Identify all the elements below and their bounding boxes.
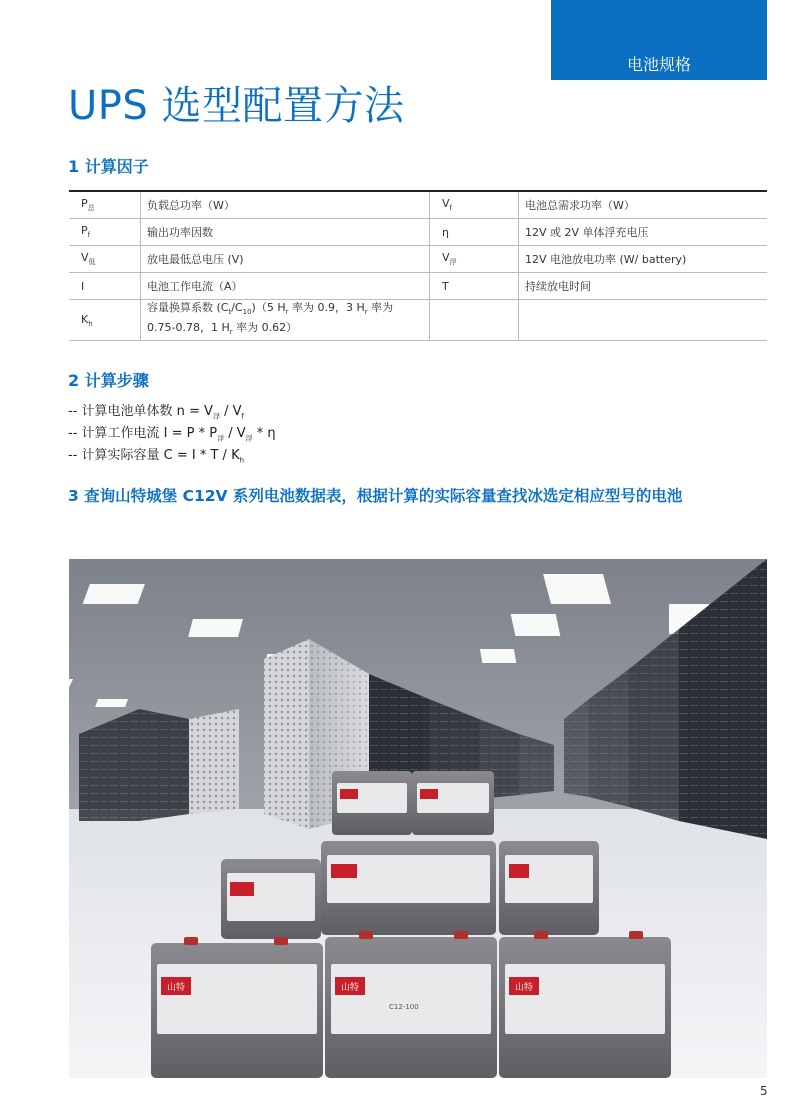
factor-row xyxy=(69,191,767,219)
symbol: P xyxy=(81,224,88,238)
page-number: 5 xyxy=(760,1084,768,1098)
symbol-subscript: f xyxy=(449,204,452,213)
text-part: -- 计算工作电流 I = P * P xyxy=(68,426,218,441)
text-part: / V xyxy=(219,404,242,419)
text-part: 率为 0.9，3 H xyxy=(288,301,365,314)
symbol: I xyxy=(81,279,85,293)
battery-model-label: C12-100 xyxy=(389,1003,419,1011)
section2-heading: 2 计算步骤 xyxy=(68,371,149,390)
factor-symbol xyxy=(69,300,141,341)
battery-brand-label: 山特 xyxy=(341,983,360,993)
factor-row xyxy=(69,219,767,246)
factor-description-2: 持续放电时间 xyxy=(519,273,768,300)
subscript: 浮 xyxy=(212,412,220,421)
factors-table xyxy=(69,190,767,341)
text-part: )（5 H xyxy=(251,301,286,314)
factor-symbol xyxy=(69,246,141,273)
factor-symbol-2 xyxy=(430,246,519,273)
subscript: r xyxy=(285,308,289,317)
symbol: T xyxy=(442,279,449,293)
text-part: * η xyxy=(252,426,276,441)
subscript: 10 xyxy=(242,308,252,317)
text-part: / V xyxy=(224,426,246,441)
factor-description-2 xyxy=(519,300,768,341)
text-part: 容量换算系数 (C xyxy=(147,301,229,314)
symbol: P xyxy=(81,196,88,210)
text-part: -- 计算电池单体数 n = V xyxy=(68,404,213,419)
symbol: V xyxy=(81,250,89,264)
factor-description-2: 12V 或 2V 单体浮充电压 xyxy=(519,219,768,246)
factor-row xyxy=(69,273,767,300)
factor-symbol xyxy=(69,219,141,246)
subscript: t xyxy=(228,308,232,317)
factor-symbol xyxy=(69,191,141,219)
symbol: K xyxy=(81,312,89,326)
symbol: η xyxy=(442,225,449,239)
subscript: 浮 xyxy=(217,434,225,443)
symbol: V xyxy=(442,250,450,264)
symbol-subscript: h xyxy=(88,319,93,328)
factor-row xyxy=(69,300,767,341)
factor-description xyxy=(141,300,430,341)
symbol-subscript: 总 xyxy=(87,204,95,213)
calculation-step xyxy=(68,423,276,445)
subscript: 浮 xyxy=(245,434,253,443)
section3-heading: 3 查询山特城堡 C12V 系列电池数据表，根据计算的实际容量查找冰选定相应型号的电池 xyxy=(68,487,683,505)
text-part: 率为 0.62） xyxy=(232,321,298,335)
subscript: r xyxy=(229,328,233,337)
factor-description: 电池工作电流（A） xyxy=(141,273,430,300)
factor-symbol xyxy=(69,273,141,300)
text-part: 率为 0.75-0.78，1 H xyxy=(147,301,394,335)
symbol: V xyxy=(442,197,450,211)
page-title: UPS 选型配置方法 xyxy=(68,83,405,129)
factor-row xyxy=(69,246,767,273)
symbol-subscript: f xyxy=(87,231,91,240)
factor-symbol-2 xyxy=(430,219,519,246)
text-part: /C xyxy=(231,301,243,314)
symbol-subscript: 浮 xyxy=(449,258,457,267)
calculation-step xyxy=(68,445,276,467)
factor-symbol-2 xyxy=(430,273,519,300)
factor-symbol-2 xyxy=(430,300,519,341)
subscript: f xyxy=(241,412,244,421)
factor-symbol-2 xyxy=(430,191,519,219)
calculation-steps xyxy=(68,401,276,467)
section-tab xyxy=(551,0,767,80)
factor-description-2: 12V 电池放电功率 (W/ battery) xyxy=(519,246,768,273)
factor-description: 输出功率因数 xyxy=(141,219,430,246)
battery-brand-label: 山特 xyxy=(515,983,534,993)
section-tab-label: 电池规格 xyxy=(627,55,692,74)
calculation-step xyxy=(68,401,276,423)
text-part: -- 计算实际容量 C = I * T / K xyxy=(68,448,240,463)
server-room-battery-photo xyxy=(69,559,767,1078)
factor-description: 负载总功率（W） xyxy=(141,191,430,219)
factor-description-2: 电池总需求功率（W） xyxy=(519,191,768,219)
factor-description: 放电最低总电压 (V) xyxy=(141,246,430,273)
subscript: h xyxy=(239,456,245,465)
battery-brand-label: 山特 xyxy=(167,983,186,993)
subscript: r xyxy=(364,308,368,317)
section1-heading: 1 计算因子 xyxy=(68,157,149,176)
symbol-subscript: 低 xyxy=(88,258,96,267)
